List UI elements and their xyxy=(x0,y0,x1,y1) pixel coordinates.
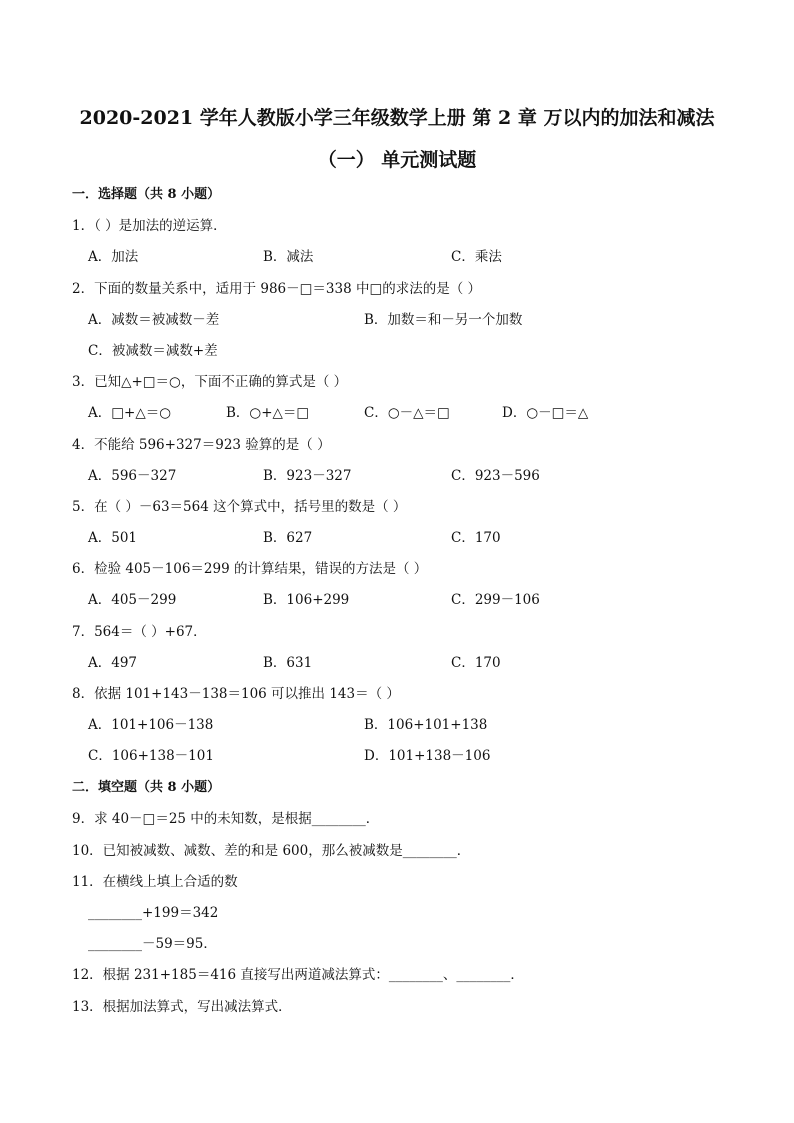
title-line-1: 2020-2021 学年人教版小学三年级数学上册 第 2 章 万以内的加法和减法 xyxy=(79,107,715,129)
question-8-option-b: B．106+101+138 xyxy=(364,717,488,733)
question-4-option-a: A．596－327 xyxy=(88,468,177,484)
question-8-stem: 8．依据 101+143－138＝106 可以推出 143＝（ ） xyxy=(72,686,400,702)
question-5-option-c: C．170 xyxy=(451,530,501,546)
question-2-option-a: A．减数＝被减数－差 xyxy=(88,312,220,328)
question-1-option-b: B．减法 xyxy=(263,249,314,265)
section-heading-fill: 二．填空题（共 8 小题） xyxy=(72,780,221,795)
question-2-option-c: C．被减数＝减数+差 xyxy=(88,343,218,359)
question-3-option-b: B．○+△＝□ xyxy=(226,405,310,421)
question-2-option-b: B．加数＝和－另一个加数 xyxy=(364,312,523,328)
question-6-stem: 6．检验 405－106＝299 的计算结果，错误的方法是（ ） xyxy=(72,561,428,577)
question-7-stem: 7．564＝（ ）+67． xyxy=(72,624,207,640)
question-1-option-c: C．乘法 xyxy=(451,249,502,265)
question-1-option-a: A．加法 xyxy=(88,249,139,265)
question-7-option-a: A．497 xyxy=(88,655,138,671)
question-12-stem: 12．根据 231+185＝416 直接写出两道减法算式：________、________． xyxy=(72,967,524,983)
question-8-option-d: D．101+138－106 xyxy=(364,748,491,764)
question-3-stem: 3．已知△+□＝○，下面不正确的算式是（ ） xyxy=(72,374,348,390)
question-7-option-c: C．170 xyxy=(451,655,501,671)
question-5-stem: 5．在（ ）－63＝564 这个算式中，括号里的数是（ ） xyxy=(72,499,407,515)
question-4-stem: 4．不能给 596+327＝923 验算的是（ ） xyxy=(72,437,331,453)
question-3-option-a: A．□+△＝○ xyxy=(88,405,171,421)
title-line-2: （一） 单元测试题 xyxy=(317,149,477,171)
question-8-option-a: A．101+106－138 xyxy=(88,717,214,733)
question-3-option-d: D．○－□＝△ xyxy=(502,405,589,421)
question-8-option-c: C．106+138－101 xyxy=(88,748,214,764)
question-10-stem: 10．已知被减数、减数、差的和是 600，那么被减数是________． xyxy=(72,843,471,859)
question-2-stem: 2．下面的数量关系中，适用于 986－□＝338 中□的求法的是（ ） xyxy=(72,281,482,297)
question-4-option-b: B．923－327 xyxy=(263,468,352,484)
question-1-stem: 1．（ ）是加法的逆运算． xyxy=(72,218,227,234)
question-5-option-b: B．627 xyxy=(263,530,313,546)
question-6-option-a: A．405－299 xyxy=(88,592,177,608)
section-heading-choice: 一．选择题（共 8 小题） xyxy=(72,187,221,202)
question-6-option-c: C．299－106 xyxy=(451,592,540,608)
question-6-option-b: B．106+299 xyxy=(263,592,350,608)
question-4-option-c: C．923－596 xyxy=(451,468,540,484)
question-3-option-c: C．○－△＝□ xyxy=(364,405,450,421)
question-5-option-a: A．501 xyxy=(88,530,138,546)
question-11-blank-line-1: ________+199＝342 xyxy=(88,905,219,921)
question-11-blank-line-2: ________－59＝95． xyxy=(88,936,217,952)
question-7-option-b: B．631 xyxy=(263,655,313,671)
question-9-stem: 9．求 40－□＝25 中的未知数，是根据________． xyxy=(72,811,380,827)
question-13-stem: 13．根据加法算式，写出减法算式． xyxy=(72,999,292,1015)
question-11-stem: 11．在横线上填上合适的数 xyxy=(72,874,238,890)
